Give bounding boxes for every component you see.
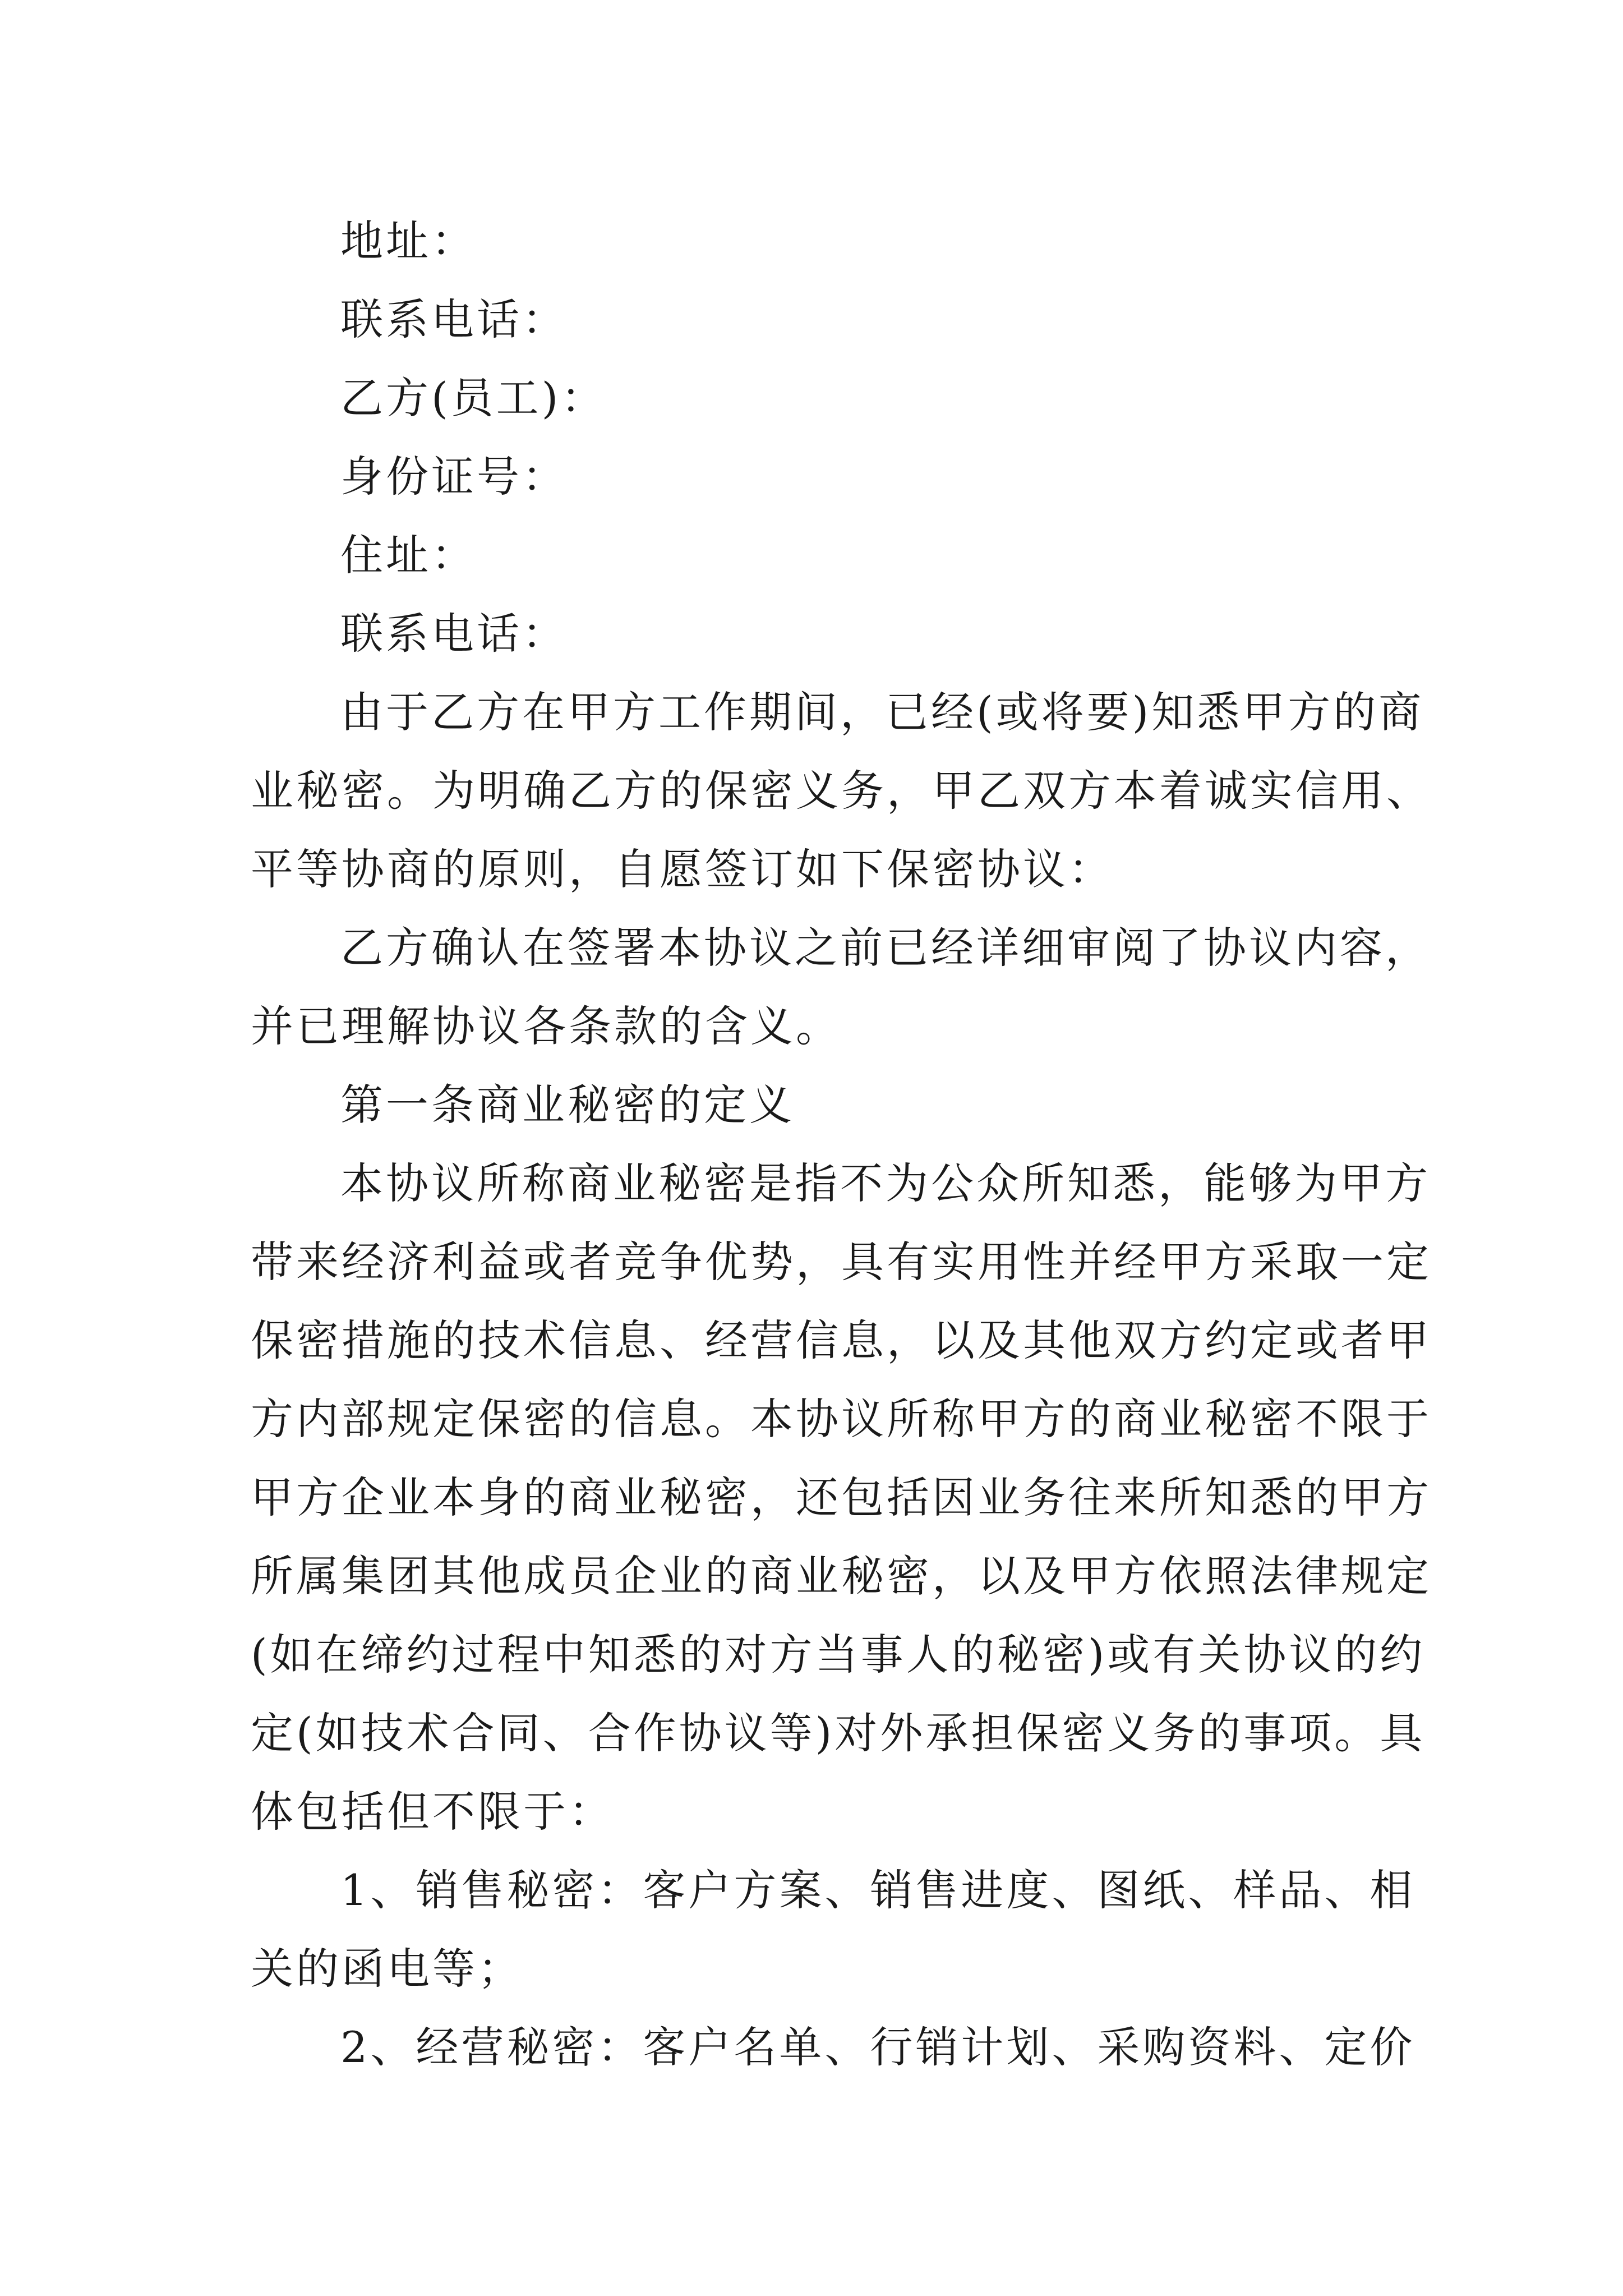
party-b-phone-label: 联系电话： (340, 609, 568, 659)
paragraph-line: 乙方确认在签署本协议之前已经详细审阅了协议内容， (340, 923, 1431, 973)
paragraph-line: 定(如技术合同、合作协议等)对外承担保密义务的事项。具 (251, 1708, 1426, 1758)
address-label: 地址： (340, 216, 477, 266)
paragraph-line: 关的函电等； (251, 1944, 523, 1994)
party-a-phone-label: 联系电话： (340, 295, 568, 344)
paragraph-line: 本协议所称商业秘密是指不为公众所知悉，能够为甲方 (340, 1158, 1431, 1208)
list-item-sales-secrets (251, 1851, 1415, 2008)
party-b-label: 乙方(员工)： (340, 373, 607, 423)
paragraph-line: 体包括但不限于： (251, 1787, 614, 1837)
paragraph-line: 所属集团其他成员企业的商业秘密，以及甲方依照法律规定 (251, 1551, 1432, 1601)
paragraph-line: 业秘密。为明确乙方的保密义务，甲乙双方本着诚实信用、 (251, 766, 1432, 816)
list-item-business-secrets (251, 2008, 1415, 2087)
paragraph-line: 并已理解协议各条款的含义。 (251, 1001, 841, 1051)
paragraph-line: 带来经济利益或者竞争优势，具有实用性并经甲方采取一定 (251, 1237, 1432, 1287)
article-1-paragraph (251, 1144, 1432, 1851)
paragraph-line: 甲方企业本身的商业秘密，还包括因业务往来所知悉的甲方 (251, 1473, 1432, 1522)
paragraph-line: 保密措施的技术信息、经营信息，以及其他双方约定或者甲 (251, 1315, 1432, 1365)
paragraph-line: 由于乙方在甲方工作期间，已经(或将要)知悉甲方的商 (340, 687, 1424, 737)
article-1-heading: 第一条商业秘密的定义 (340, 1080, 795, 1130)
confirm-paragraph (251, 909, 1431, 1066)
paragraph-line: 1、销售秘密：客户方案、销售进度、图纸、样品、相 (340, 1865, 1415, 1915)
residence-label: 住址： (340, 530, 477, 580)
paragraph-line: 2、经营秘密：客户名单、行销计划、采购资料、定价 (340, 2022, 1415, 2072)
document-body (251, 202, 1432, 2087)
intro-paragraph (251, 673, 1432, 909)
paragraph-line: (如在缔约过程中知悉的对方当事人的秘密)或有关协议的约 (251, 1630, 1426, 1680)
paragraph-line: 方内部规定保密的信息。本协议所称甲方的商业秘密不限于 (251, 1394, 1432, 1444)
id-number-label: 身份证号： (340, 452, 568, 501)
paragraph-line: 平等协商的原则，自愿签订如下保密协议： (251, 844, 1114, 894)
